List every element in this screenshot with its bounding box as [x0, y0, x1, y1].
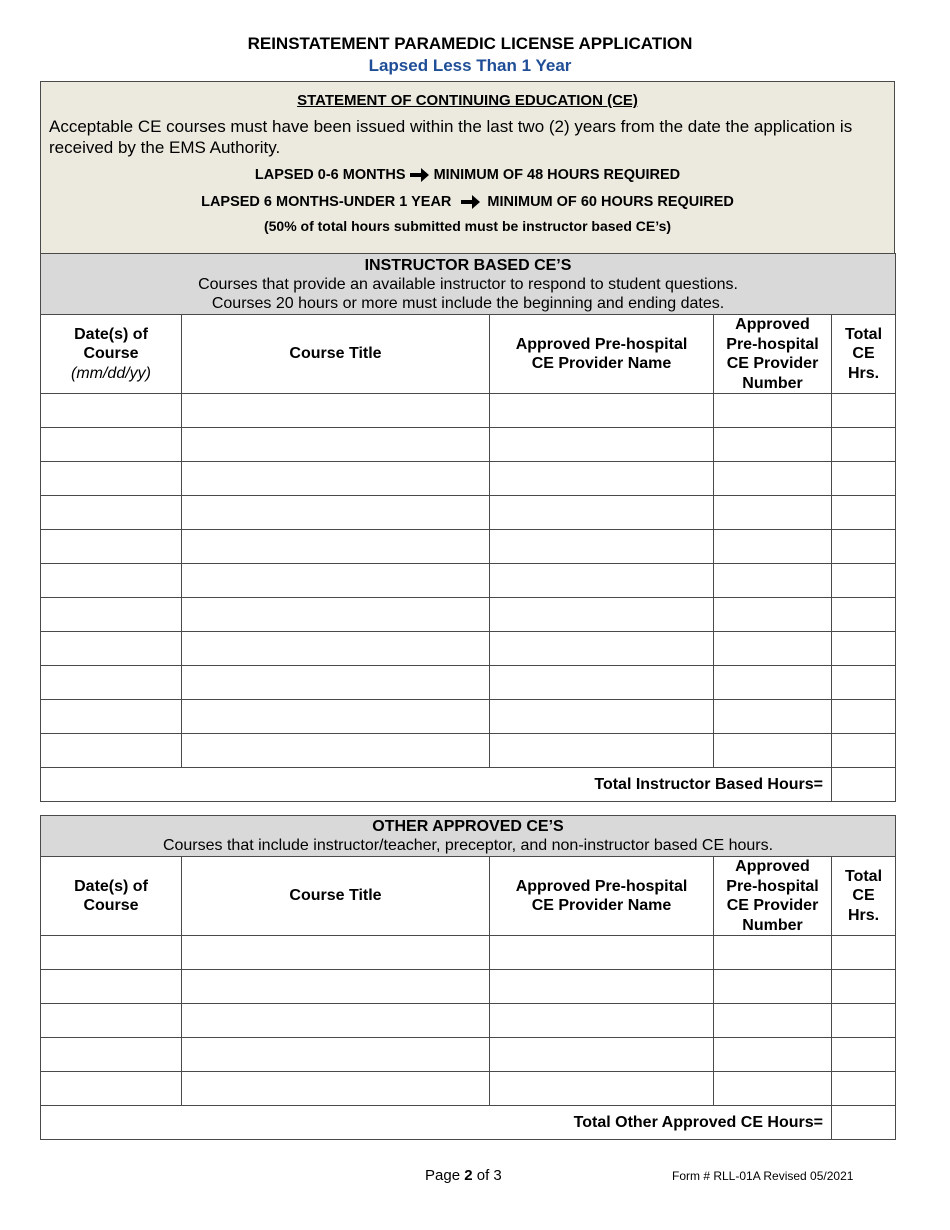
provider-name-cell[interactable]: [490, 462, 714, 496]
header-text: CE Provider: [726, 355, 819, 372]
other-ce-table: [40, 815, 896, 1140]
provider-number-cell[interactable]: [714, 428, 832, 462]
ce-hours-cell[interactable]: [832, 1004, 896, 1038]
provider-name-cell[interactable]: [490, 598, 714, 632]
provider-name-cell[interactable]: [490, 428, 714, 462]
table-row: [41, 632, 896, 666]
course-title-cell[interactable]: [182, 462, 490, 496]
provider-number-cell[interactable]: [714, 1004, 832, 1038]
page-prefix: Page: [425, 1167, 461, 1184]
table-row: [41, 462, 896, 496]
ce-hours-cell[interactable]: [832, 462, 896, 496]
other-rows: [41, 936, 896, 1106]
course-title-cell[interactable]: [182, 598, 490, 632]
header-text: Total: [844, 867, 883, 885]
requirement-0-6-right: MINIMUM OF 48 HOURS REQUIRED: [433, 167, 681, 183]
ce-hours-cell[interactable]: [832, 564, 896, 598]
ce-hours-cell[interactable]: [832, 936, 896, 970]
course-dates-cell[interactable]: [41, 428, 182, 462]
course-dates-cell[interactable]: [41, 496, 182, 530]
header-text: Course: [83, 345, 139, 363]
course-dates-cell[interactable]: [41, 394, 182, 428]
header-text: Date(s) of: [74, 877, 148, 895]
table-row: [41, 700, 896, 734]
ce-hours-cell[interactable]: [832, 632, 896, 666]
page-current: 2: [464, 1167, 473, 1184]
instructor-section-header: [41, 254, 896, 315]
provider-number-cell[interactable]: [714, 970, 832, 1004]
requirement-note: (50% of total hours submitted must be instructor based CE’s): [263, 218, 672, 234]
ce-hours-cell[interactable]: [832, 1072, 896, 1106]
course-title-cell[interactable]: [182, 632, 490, 666]
other-total-label: Total Other Approved CE Hours=: [41, 1106, 832, 1140]
requirement-6-12-right: MINIMUM OF 60 HOURS REQUIRED: [487, 194, 734, 210]
instructor-ce-table: [40, 253, 896, 802]
instructor-section-line-2: Courses 20 hours or more must include the beginning and ending dates.: [211, 294, 725, 312]
course-title-cell[interactable]: [182, 734, 490, 768]
requirement-6-12-left: LAPSED 6 MONTHS-UNDER 1 YEAR: [201, 194, 452, 210]
header-text: CE: [852, 345, 875, 363]
course-title-cell[interactable]: [182, 970, 490, 1004]
header-text: Course Title: [289, 887, 382, 905]
course-title-cell[interactable]: [182, 666, 490, 700]
header-text: Pre-hospital: [726, 335, 819, 353]
requirement-0-6-left: LAPSED 0-6 MONTHS: [254, 167, 406, 183]
table-row: [41, 734, 896, 768]
form-subtitle: Lapsed Less Than 1 Year: [368, 56, 572, 75]
column-header-total-hours: [832, 315, 896, 394]
form-title: REINSTATEMENT PARAMEDIC LICENSE APPLICATION: [247, 34, 693, 53]
course-title-cell[interactable]: [182, 496, 490, 530]
provider-number-cell[interactable]: [714, 734, 832, 768]
header-text: Hrs.: [847, 364, 880, 382]
ce-hours-cell[interactable]: [832, 1038, 896, 1072]
provider-name-cell[interactable]: [490, 1004, 714, 1038]
header-text: Approved: [735, 858, 810, 875]
provider-number-cell[interactable]: [714, 394, 832, 428]
instructor-total-label: Total Instructor Based Hours=: [41, 768, 832, 802]
course-title-cell[interactable]: [182, 700, 490, 734]
provider-name-cell[interactable]: [490, 970, 714, 1004]
provider-name-cell[interactable]: [490, 666, 714, 700]
ce-hours-cell[interactable]: [832, 428, 896, 462]
header-text: Pre-hospital: [726, 877, 819, 895]
course-dates-cell[interactable]: [41, 632, 182, 666]
course-title-cell[interactable]: [182, 1072, 490, 1106]
provider-number-cell[interactable]: [714, 462, 832, 496]
course-dates-cell[interactable]: [41, 1004, 182, 1038]
course-dates-cell[interactable]: [41, 564, 182, 598]
table-row: [41, 936, 896, 970]
date-format-hint: (mm/dd/yy): [71, 364, 151, 382]
header-text: CE Provider: [726, 897, 819, 914]
provider-number-cell[interactable]: [714, 496, 832, 530]
column-header-dates: [41, 857, 182, 936]
ce-statement-box: [40, 81, 895, 255]
course-dates-cell[interactable]: [41, 970, 182, 1004]
header-text: Number: [742, 916, 803, 934]
table-row: [41, 530, 896, 564]
header-text: Date(s) of: [74, 325, 148, 343]
provider-name-cell[interactable]: [490, 1072, 714, 1106]
form-number: Form # RLL-01A Revised 05/2021: [672, 1169, 854, 1183]
ce-hours-cell[interactable]: [832, 530, 896, 564]
provider-name-cell[interactable]: [490, 936, 714, 970]
other-total-hours-field[interactable]: [832, 1106, 896, 1140]
requirement-line-6-12-months: [41, 192, 894, 212]
header-text: Approved: [735, 316, 810, 333]
course-dates-cell[interactable]: [41, 936, 182, 970]
ce-hours-cell[interactable]: [832, 666, 896, 700]
page-total: 3: [493, 1167, 502, 1184]
provider-number-cell[interactable]: [714, 936, 832, 970]
course-title-cell[interactable]: [182, 936, 490, 970]
ce-hours-cell[interactable]: [832, 496, 896, 530]
course-dates-cell[interactable]: [41, 666, 182, 700]
table-row: [41, 1004, 896, 1038]
provider-number-cell[interactable]: [714, 1072, 832, 1106]
column-header-course-title: [182, 315, 490, 394]
provider-name-cell[interactable]: [490, 394, 714, 428]
page-number: [425, 1167, 502, 1184]
course-dates-cell[interactable]: [41, 700, 182, 734]
column-header-provider-name: [490, 857, 714, 936]
column-header-provider-name: [490, 315, 714, 394]
course-dates-cell[interactable]: [41, 530, 182, 564]
header-text: Number: [742, 374, 803, 392]
course-title-cell[interactable]: [182, 1004, 490, 1038]
header-text: CE Provider Name: [531, 355, 672, 372]
header-text: CE: [852, 887, 875, 905]
provider-number-cell[interactable]: [714, 564, 832, 598]
provider-name-cell[interactable]: [490, 632, 714, 666]
provider-name-cell[interactable]: [490, 564, 714, 598]
course-title-cell[interactable]: [182, 564, 490, 598]
table-row: [41, 394, 896, 428]
provider-number-cell[interactable]: [714, 598, 832, 632]
table-row: [41, 564, 896, 598]
course-title-cell[interactable]: [182, 394, 490, 428]
column-header-total-hours: [832, 857, 896, 936]
column-header-provider-number: [714, 315, 832, 394]
instructor-section-heading: INSTRUCTOR BASED CE’S: [364, 256, 572, 274]
column-header-course-title: [182, 857, 490, 936]
course-dates-cell[interactable]: [41, 598, 182, 632]
header-text: CE Provider Name: [531, 897, 672, 914]
instructor-section-line-1: Courses that provide an available instructor to respond to student questions.: [198, 275, 738, 293]
header-text: Approved Pre-hospital: [515, 877, 688, 895]
table-row: [41, 970, 896, 1004]
column-header-dates: [41, 315, 182, 394]
provider-name-cell[interactable]: [490, 700, 714, 734]
column-header-provider-number: [714, 857, 832, 936]
header-text: Hrs.: [847, 906, 880, 924]
ce-hours-cell[interactable]: [832, 734, 896, 768]
course-title-cell[interactable]: [182, 530, 490, 564]
provider-name-cell[interactable]: [490, 734, 714, 768]
course-dates-cell[interactable]: [41, 462, 182, 496]
table-row: [41, 598, 896, 632]
header-text: Course Title: [289, 345, 382, 363]
other-section-header: [41, 816, 896, 857]
course-dates-cell[interactable]: [41, 734, 182, 768]
ce-statement-heading: STATEMENT OF CONTINUING EDUCATION (CE): [297, 92, 638, 109]
ce-hours-cell[interactable]: [832, 394, 896, 428]
ce-hours-cell[interactable]: [832, 598, 896, 632]
course-title-cell[interactable]: [182, 428, 490, 462]
arrow-right-icon: [410, 167, 430, 183]
ce-hours-cell[interactable]: [832, 970, 896, 1004]
requirement-line-0-6-months: [41, 165, 894, 185]
course-dates-cell[interactable]: [41, 1038, 182, 1072]
arrow-right-icon: [455, 194, 483, 210]
course-dates-cell[interactable]: [41, 1072, 182, 1106]
table-row: [41, 496, 896, 530]
provider-number-cell[interactable]: [714, 1038, 832, 1072]
provider-number-cell[interactable]: [714, 530, 832, 564]
table-row: [41, 428, 896, 462]
course-title-cell[interactable]: [182, 1038, 490, 1072]
provider-number-cell[interactable]: [714, 632, 832, 666]
instructor-total-hours-field[interactable]: [832, 768, 896, 802]
table-row: [41, 1072, 896, 1106]
table-row: [41, 666, 896, 700]
other-section-heading: OTHER APPROVED CE’S: [372, 818, 564, 835]
provider-name-cell[interactable]: [490, 530, 714, 564]
header-text: Total: [844, 325, 883, 343]
provider-number-cell[interactable]: [714, 666, 832, 700]
other-section-line-1: Courses that include instructor/teacher, preceptor, and non-instructor based CE hours.: [162, 837, 774, 854]
instructor-rows: [41, 394, 896, 768]
provider-name-cell[interactable]: [490, 496, 714, 530]
header-text: Course: [83, 897, 139, 914]
ce-statement-paragraph: Acceptable CE courses must have been issued within the last two (2) years from the date the application is received by the EMS Authority.: [49, 117, 853, 157]
provider-number-cell[interactable]: [714, 700, 832, 734]
page-of: of: [476, 1167, 490, 1184]
provider-name-cell[interactable]: [490, 1038, 714, 1072]
header-text: Approved Pre-hospital: [515, 335, 688, 353]
ce-hours-cell[interactable]: [832, 700, 896, 734]
table-row: [41, 1038, 896, 1072]
